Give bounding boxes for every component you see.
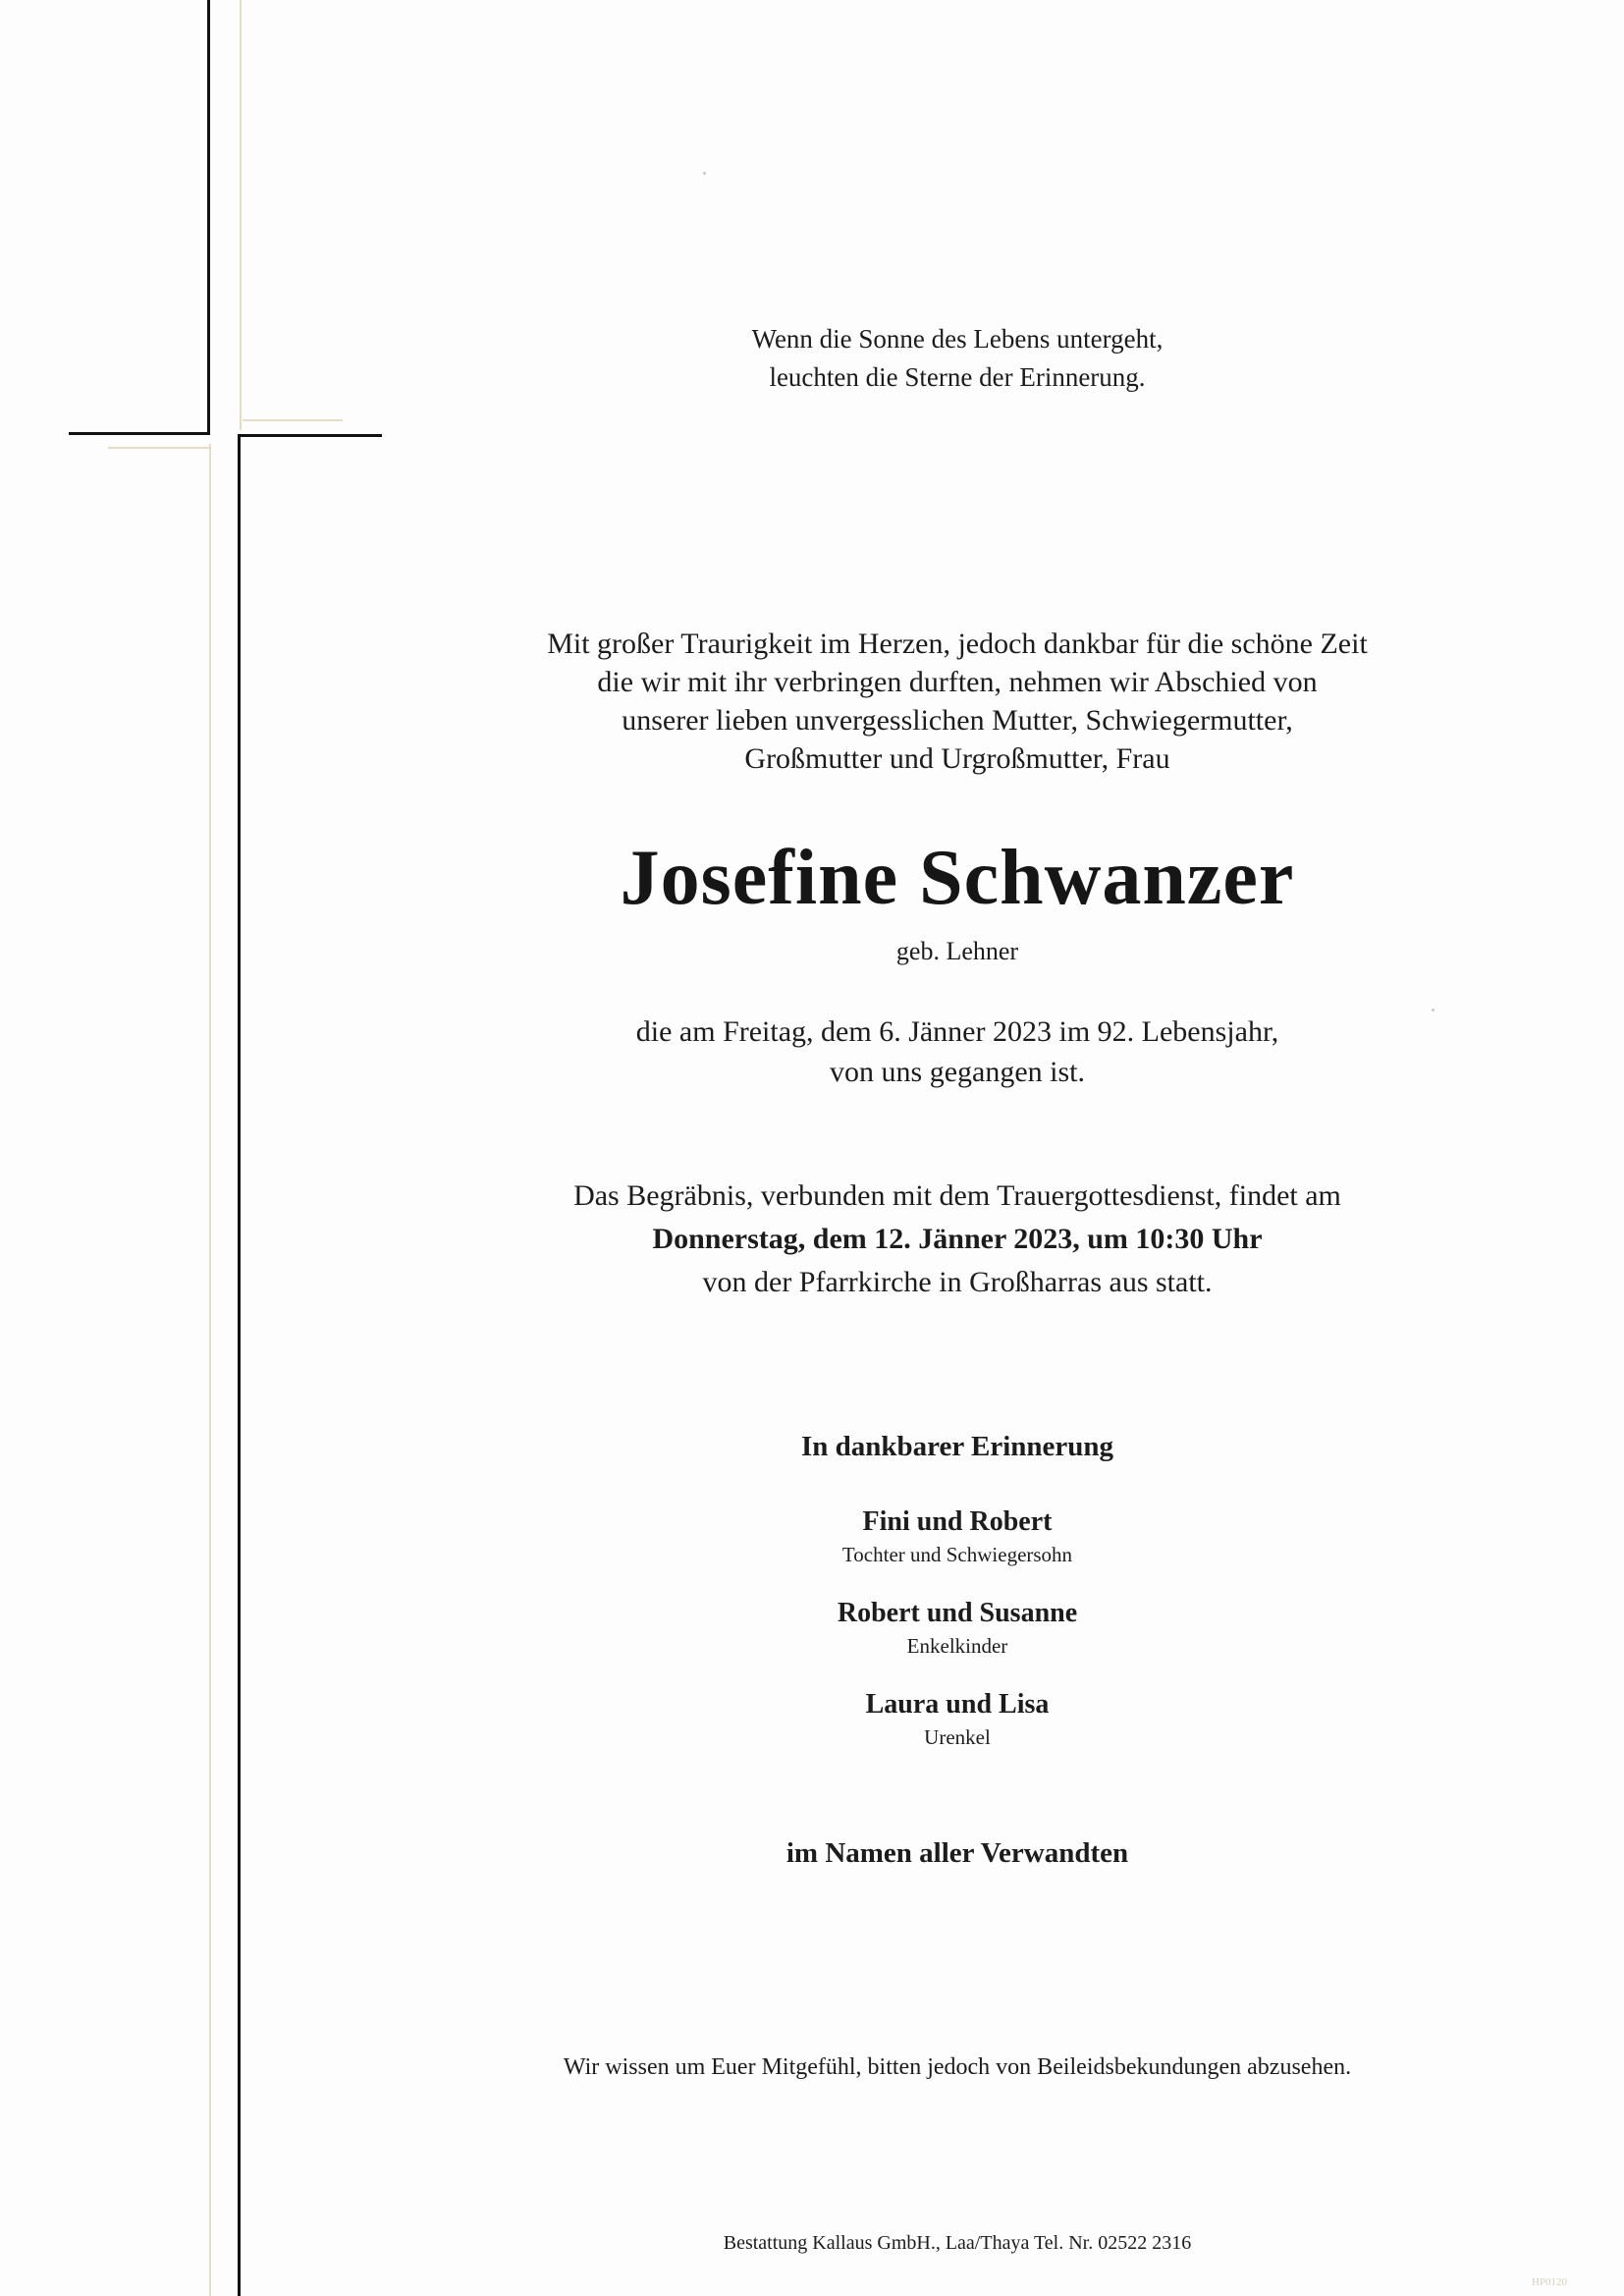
cross-horizontal-right — [238, 434, 382, 437]
cross-gold-line — [108, 447, 209, 449]
intro-line: die wir mit ihr verbringen durften, nehmen wir Abschied von — [597, 666, 1318, 698]
cross-vertical-lower — [238, 434, 241, 2296]
mourner-names: Laura und Lisa — [865, 1689, 1050, 1720]
cross-horizontal-left — [69, 432, 210, 435]
mourner-names: Robert und Susanne — [837, 1598, 1078, 1628]
opening-quote — [412, 320, 1502, 397]
funeral-date-time: Donnerstag, dem 12. Jänner 2023, um 10:30 Uhr — [652, 1223, 1263, 1255]
mourners-heading: In dankbarer Erinnerung — [800, 1431, 1114, 1462]
death-notice — [412, 1011, 1502, 1092]
mourner-relation: Urenkel — [924, 1725, 991, 1749]
intro-line: unserer lieben unvergesslichen Mutter, Schwiegermutter, — [622, 704, 1293, 737]
mourner-relation: Enkelkinder — [906, 1634, 1008, 1658]
quote-line: leuchten die Sterne der Erinnerung. — [769, 362, 1146, 392]
relatives-closing: im Namen aller Verwandten — [785, 1837, 1129, 1869]
cross-gold-line — [209, 444, 211, 2296]
funeral-line: von der Pfarrkirche in Großharras aus statt. — [702, 1266, 1213, 1298]
mourner-names: Fini und Robert — [862, 1506, 1053, 1537]
intro-line: Großmutter und Urgroßmutter, Frau — [744, 742, 1170, 775]
cross-vertical-upper — [207, 0, 210, 432]
intro-line: Mit großer Traurigkeit im Herzen, jedoch dankbar für die schöne Zeit — [547, 628, 1368, 660]
funeral-notice — [412, 1175, 1502, 1304]
cross-gold-line — [240, 0, 242, 430]
cross-gold-line — [243, 419, 343, 421]
death-line: die am Freitag, dem 6. Jänner 2023 im 92. Lebensjahr, — [635, 1015, 1279, 1048]
intro-paragraph — [412, 625, 1502, 778]
death-line: von uns gegangen ist. — [830, 1056, 1085, 1088]
funeral-line: Das Begräbnis, verbunden mit dem Trauergottesdienst, findet am — [573, 1179, 1341, 1212]
paper-speck — [703, 172, 706, 175]
quote-line: Wenn die Sonne des Lebens untergeht, — [751, 324, 1164, 354]
mourner-relation: Tochter und Schwiegersohn — [841, 1543, 1073, 1566]
deceased-name: Josefine Schwanzer — [620, 835, 1295, 921]
birth-name: geb. Lehner — [895, 937, 1019, 965]
funeral-home-footer: Bestattung Kallaus GmbH., Laa/Thaya Tel. Nr. 02522 2316 — [723, 2232, 1192, 2254]
document-stamp: HP0120 — [1532, 2276, 1568, 2288]
condolence-note: Wir wissen um Euer Mitgefühl, bitten jedoch von Beileidsbekundungen abzusehen. — [563, 2054, 1352, 2080]
